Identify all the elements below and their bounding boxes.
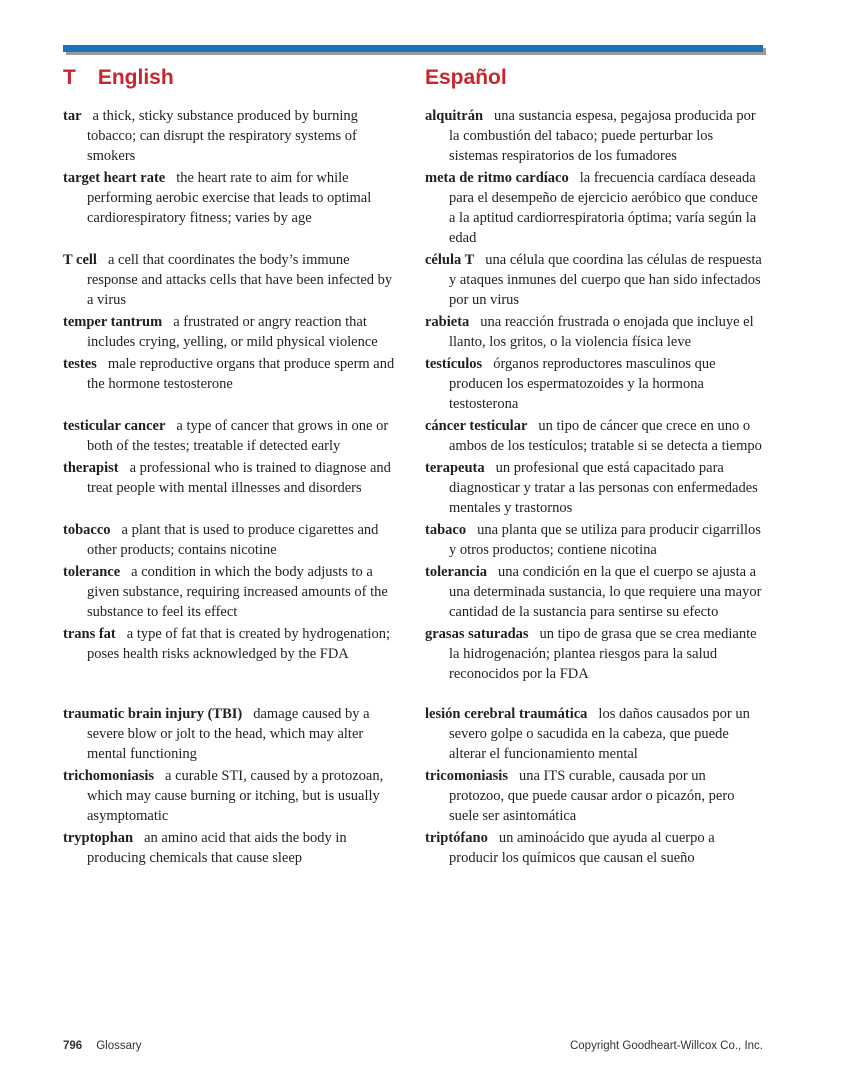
entry-es bbox=[425, 312, 763, 352]
definition-text: a type of fat that is created by hydrogenation; poses health risks acknowledged by the FDA bbox=[87, 626, 391, 662]
term-text: testículos bbox=[425, 356, 483, 372]
term-text: tolerancia bbox=[425, 564, 488, 580]
term-text: trichomoniasis bbox=[63, 768, 155, 784]
entry-en bbox=[63, 828, 401, 868]
definition-text: a plant that is used to produce cigarettes and other products; contains nicotine bbox=[87, 522, 379, 558]
entry-en bbox=[63, 562, 401, 622]
definition-text: la frecuencia cardíaca deseada para el desempeño de ejercicio aeróbico que conduce a la aptitud cardiorrespiratoria óptima; varía según la edad bbox=[449, 170, 758, 246]
definition-text: damage caused by a severe blow or jolt to the head, which may alter mental functioning bbox=[87, 706, 370, 762]
column-header-espanol bbox=[425, 66, 763, 90]
glossary-grid bbox=[63, 106, 763, 868]
term-text: therapist bbox=[63, 460, 119, 476]
term-text: testes bbox=[63, 356, 97, 372]
glossary-row bbox=[63, 416, 763, 456]
term-text: tobacco bbox=[63, 522, 111, 538]
footer-section-label: Glossary bbox=[96, 1040, 142, 1052]
glossary-row bbox=[63, 168, 763, 248]
glossary-row bbox=[63, 704, 763, 764]
definition-text: male reproductive organs that produce sperm and the hormone testosterone bbox=[87, 356, 395, 392]
term-text: tryptophan bbox=[63, 830, 134, 846]
term-text: tolerance bbox=[63, 564, 121, 580]
definition-text: un profesional que está capacitado para diagnosticar y tratar a las personas con enfermedades mentales y trastornos bbox=[449, 460, 758, 516]
column-header-english bbox=[63, 66, 401, 90]
term-text: trans fat bbox=[63, 626, 116, 642]
entry-en bbox=[63, 704, 401, 764]
term-text: traumatic brain injury (TBI) bbox=[63, 706, 243, 722]
glossary-row bbox=[63, 520, 763, 560]
term-text: tricomoniasis bbox=[425, 768, 508, 784]
entry-es bbox=[425, 106, 763, 166]
entry-es bbox=[425, 624, 763, 684]
definition-text: una sustancia espesa, pegajosa producida por la combustión del tabaco; puede perturbar los sistemas respiratorios de los fumadores bbox=[449, 108, 756, 164]
entry-en bbox=[63, 168, 401, 248]
term-text: cáncer testicular bbox=[425, 418, 528, 434]
entry-en bbox=[63, 354, 401, 414]
definition-text: una célula que coordina las células de respuesta y ataques inmunes del cuerpo que han sido infectados por un virus bbox=[449, 252, 762, 308]
entry-en bbox=[63, 312, 401, 352]
definition-text: a frustrated or angry reaction that includes crying, yelling, or mild physical violence bbox=[87, 314, 378, 350]
glossary-row bbox=[63, 354, 763, 414]
term-text: testicular cancer bbox=[63, 418, 166, 434]
definition-text: una ITS curable, causada por un protozoo, que puede causar ardor o picazón, pero suele ser asintomática bbox=[449, 768, 735, 824]
page-content bbox=[63, 45, 763, 870]
term-text: célula T bbox=[425, 252, 475, 268]
entry-en bbox=[63, 458, 401, 518]
glossary-row bbox=[63, 312, 763, 352]
entry-en bbox=[63, 106, 401, 166]
definition-text: un tipo de grasa que se crea mediante la hidrogenación; plantea riesgos para la salud reconocidos por la FDA bbox=[449, 626, 757, 682]
term-text: meta de ritmo cardíaco bbox=[425, 170, 569, 186]
glossary-row bbox=[63, 766, 763, 826]
definition-text: los daños causados por un severo golpe o sacudida en la cabeza, que puede alterar el funcionamiento mental bbox=[449, 706, 750, 762]
term-text: T cell bbox=[63, 252, 97, 268]
entry-en bbox=[63, 250, 401, 310]
entry-es bbox=[425, 458, 763, 518]
term-text: temper tantrum bbox=[63, 314, 163, 330]
definition-text: una condición en la que el cuerpo se ajusta a una determinada sustancia, lo que requiere una mayor cantidad de la sustancia para sentirse su efecto bbox=[449, 564, 762, 620]
definition-text: the heart rate to aim for while performing aerobic exercise that leads to optimal cardiorespiratory fitness; varies by age bbox=[87, 170, 372, 226]
definition-text: an amino acid that aids the body in producing chemicals that cause sleep bbox=[87, 830, 347, 866]
definition-text: a condition in which the body adjusts to a given substance, requiring increased amounts of the substance to feel its effect bbox=[87, 564, 388, 620]
entry-en bbox=[63, 416, 401, 456]
page-number: 796 bbox=[63, 1040, 83, 1052]
term-text: lesión cerebral traumática bbox=[425, 706, 588, 722]
header-rule-bar bbox=[63, 45, 763, 52]
definition-text: un tipo de cáncer que crece en uno o ambos de los testículos; tratable si se detecta a tiempo bbox=[449, 418, 762, 454]
entry-en bbox=[63, 520, 401, 560]
glossary-row bbox=[63, 624, 763, 684]
column-title-espanol: Español bbox=[425, 66, 507, 89]
term-text: tabaco bbox=[425, 522, 467, 538]
page-footer bbox=[63, 1040, 763, 1052]
entry-es bbox=[425, 520, 763, 560]
glossary-row bbox=[63, 106, 763, 166]
definition-text: una reacción frustrada o enojada que incluye el llanto, los gritos, o la violencia física leve bbox=[449, 314, 754, 350]
entry-es bbox=[425, 562, 763, 622]
glossary-row bbox=[63, 458, 763, 518]
term-text: grasas saturadas bbox=[425, 626, 529, 642]
term-text: target heart rate bbox=[63, 170, 166, 186]
definition-text: a thick, sticky substance produced by burning tobacco; can disrupt the respiratory systems of smokers bbox=[87, 108, 358, 164]
entry-es bbox=[425, 354, 763, 414]
definition-text: a curable STI, caused by a protozoan, which may cause burning or itching, but is usually asymptomatic bbox=[87, 768, 384, 824]
definition-text: a cell that coordinates the body’s immune response and attacks cells that have been infected by a virus bbox=[87, 252, 393, 308]
definition-text: una planta que se utiliza para producir cigarrillos y otros productos; contiene nicotina bbox=[449, 522, 761, 558]
entry-es bbox=[425, 828, 763, 868]
definition-text: órganos reproductores masculinos que producen los espermatozoides y la hormona testosterona bbox=[449, 356, 716, 412]
definition-text: a type of cancer that grows in one or both of the testes; treatable if detected early bbox=[87, 418, 389, 454]
term-text: rabieta bbox=[425, 314, 470, 330]
entry-es bbox=[425, 704, 763, 764]
entry-en bbox=[63, 624, 401, 684]
glossary-row bbox=[63, 828, 763, 868]
entry-en bbox=[63, 766, 401, 826]
columns-header bbox=[63, 66, 763, 90]
column-title-english: English bbox=[97, 66, 174, 89]
entry-es bbox=[425, 168, 763, 248]
footer-left bbox=[63, 1040, 142, 1052]
term-text: triptófano bbox=[425, 830, 488, 846]
entry-es bbox=[425, 416, 763, 456]
definition-text: un aminoácido que ayuda al cuerpo a producir los químicos que causan el sueño bbox=[449, 830, 715, 866]
entry-es bbox=[425, 766, 763, 826]
term-text: alquitrán bbox=[425, 108, 484, 124]
term-text: tar bbox=[63, 108, 82, 124]
term-text: terapeuta bbox=[425, 460, 485, 476]
glossary-row bbox=[63, 250, 763, 310]
section-letter: T bbox=[63, 66, 76, 89]
glossary-row bbox=[63, 562, 763, 622]
definition-text: a professional who is trained to diagnose and treat people with mental illnesses and disorders bbox=[87, 460, 391, 496]
entry-es bbox=[425, 250, 763, 310]
footer-copyright: Copyright Goodheart-Willcox Co., Inc. bbox=[569, 1040, 763, 1052]
